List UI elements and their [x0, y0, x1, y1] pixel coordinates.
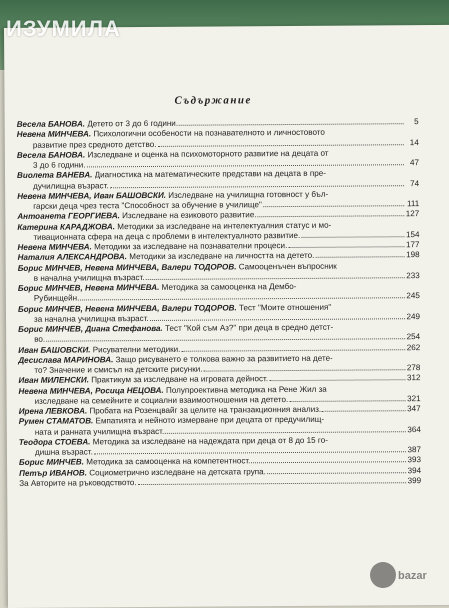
toc-entry	[19, 414, 421, 437]
toc-page-number: 177	[405, 240, 420, 250]
toc-entry	[18, 302, 420, 325]
toc-leader	[315, 250, 404, 258]
toc-title: Изследване на училищна готовност у бъл-	[168, 189, 329, 200]
toc-leader	[269, 373, 405, 381]
toc-title: Практикум за изследване на игровата дейност.	[91, 374, 269, 385]
toc-leader	[263, 199, 404, 207]
toc-page-number: 393	[407, 455, 422, 465]
toc-leader	[150, 312, 405, 321]
toc-leader	[289, 394, 405, 402]
toc-title: Изследване и оценка на психомоторното развитие на децата от	[87, 148, 329, 160]
toc-leader	[165, 425, 406, 434]
toc-title: Самооценъчен въпросник	[238, 261, 337, 271]
toc-author: Иван МИЛЕНСКИ.	[18, 375, 90, 386]
book-page	[4, 25, 449, 608]
toc-title: гарски деца чрез теста "Способност за обучение в училище"	[33, 200, 262, 211]
toc-author: Теодора СТОЕВА.	[18, 437, 91, 447]
toc-title: за начална училищна възраст.	[34, 313, 149, 324]
toc-title: дучилищна възраст.	[33, 180, 109, 191]
toc-leader	[138, 476, 407, 485]
toc-page-number: 249	[406, 311, 421, 321]
toc-author: Наталия АЛЕКСАНДРОВА.	[17, 252, 128, 263]
toc-author: Иван БАШОВСКИ.	[18, 344, 91, 355]
toc-leader	[86, 158, 403, 167]
toc-author: Катерина КАРАДЖОВА.	[17, 221, 116, 232]
toc-page-number: 5	[414, 117, 419, 127]
toc-author: Румен СТАМАТОВ.	[18, 416, 94, 427]
toc-leader	[301, 230, 404, 238]
toc-title: Психологични особености на познавателното и личностовото	[93, 128, 325, 139]
toc-author: Невена МИНЧЕВА.	[17, 242, 92, 252]
toc-title: Тест "Кой съм Аз?" при деца в средно детст-	[165, 322, 334, 333]
toc-title: Рисувателни методики.	[92, 344, 181, 354]
toc-page-number: 47	[409, 158, 419, 168]
toc-author: Борис МИНЧЕВ, Невена МИНЧЕВА, Валери ТОДОРОВ.	[17, 261, 237, 273]
toc-line	[19, 476, 421, 489]
watermark: ИЗУМИЛА	[6, 16, 121, 41]
toc-author: Ирена ЛЕВКОВА.	[18, 406, 88, 416]
toc-leader	[322, 404, 406, 412]
toc-entry	[17, 127, 419, 150]
toc-title: во.	[34, 334, 46, 345]
toc-leader	[204, 363, 406, 371]
toc-author: Борис МИНЧЕВ, Невена МИНЧЕВА.	[17, 282, 160, 293]
toc-author: Антоанета ГЕОРГИЕВА.	[17, 211, 120, 222]
toc-leader	[251, 455, 406, 463]
toc-page-number: 14	[409, 137, 419, 147]
toc-page-number: 262	[406, 342, 421, 352]
toc-entry	[18, 322, 420, 345]
toc-title: Методика за самооценка на Дембо-	[161, 281, 297, 292]
toc-page-number: 245	[406, 291, 420, 301]
toc-title: Методики за изследване на интелектуалния статус и мо-	[117, 220, 332, 231]
toc-author: Борис МИНЧЕВ, Диана Стефанова.	[18, 323, 163, 334]
toc-leader	[46, 332, 405, 342]
toc-page-number: 364	[407, 424, 421, 434]
toc-entry	[17, 189, 419, 212]
toc-page-number: 387	[407, 445, 421, 455]
toc-page-number: 111	[406, 199, 420, 209]
toc-title: Защо рисуването е толкова важно за развитието на дете-	[115, 353, 333, 364]
toc-page-number: 399	[407, 475, 422, 485]
toc-author: Весела БАНОВА.	[16, 119, 86, 129]
toc-page-number: 347	[407, 404, 421, 414]
table-of-contents	[17, 117, 422, 489]
toc-author: Невена МИНЧЕВА, Иван БАШОВСКИ.	[17, 190, 167, 201]
toc-title: изследване на семейните и социални взаимоотношения на детето.	[34, 394, 289, 406]
logo-icon	[370, 562, 396, 588]
toc-title: Методики за изследване на познавателни процеси.	[94, 241, 288, 252]
toc-title: Пробата на Розенцвайг за целите на транзакционния анализ.	[89, 404, 322, 416]
toc-leader	[146, 271, 405, 280]
bazar-logo	[370, 560, 442, 594]
toc-page-number: 154	[405, 229, 420, 239]
toc-leader	[179, 117, 404, 126]
toc-title: тивационната сфера на деца с проблеми в интелектуалното развитие.	[33, 230, 301, 242]
toc-entry	[18, 281, 420, 304]
page-title: Съдържание	[174, 94, 252, 107]
toc-page-number: 394	[407, 465, 422, 475]
toc-title: Детето от 3 до 6 години.	[87, 118, 179, 129]
toc-page-number: 254	[406, 332, 421, 342]
toc-title: Методика за изследване на надеждата при деца от 8 до 15 го-	[92, 435, 328, 447]
toc-author: Десислава МАРИНОВА.	[18, 354, 114, 365]
toc-page-number: 321	[407, 393, 421, 403]
toc-leader	[94, 445, 406, 454]
toc-leader	[157, 138, 403, 147]
toc-title: Диагностика на математическите представи на децата в пре-	[94, 169, 326, 180]
toc-title: ната и ранната училищна възраст.	[34, 426, 165, 437]
toc-title: Изследване на езиковото развитие.	[122, 210, 257, 221]
toc-leader	[288, 240, 404, 248]
toc-page-number: 74	[410, 178, 420, 188]
toc-title: За Авторите на ръководството.	[19, 477, 137, 488]
toc-leader	[258, 209, 405, 217]
toc-title: Социометрично изследване на детската група.	[89, 466, 266, 477]
toc-title: Полупроективна методика на Рене Жил за	[165, 384, 327, 395]
toc-entry	[19, 476, 421, 489]
toc-author: Борис МИНЧЕВ.	[19, 457, 85, 468]
toc-page-number: 233	[406, 270, 420, 280]
toc-page-number: 127	[405, 209, 420, 219]
toc-entry	[17, 148, 419, 171]
toc-entry	[17, 220, 419, 243]
toc-author: Борис МИНЧЕВ, Невена МИНЧЕВА, Валери ТОДОРОВ.	[17, 302, 237, 314]
toc-page-number: 312	[406, 373, 421, 383]
toc-entry	[17, 168, 419, 191]
toc-entry	[19, 384, 421, 407]
toc-entry	[19, 435, 421, 458]
toc-author: Невена МИНЧЕВА, Росица НЕЦОВА.	[18, 385, 164, 396]
toc-title: Методики за изследване на личността на детето.	[129, 251, 315, 262]
toc-title: то? Значение и смисъл на детските рисунки.	[34, 364, 203, 375]
toc-title: дишна възраст.	[34, 447, 93, 457]
toc-title: Тест "Моите отношения"	[238, 302, 332, 312]
toc-page-number: 198	[406, 250, 420, 260]
toc-title: Емпатията и нейното измерване при децата от предучилищ-	[95, 415, 325, 426]
toc-author: Виолета ВАНЕВА.	[16, 170, 93, 181]
toc-title: развитие през средното детство.	[32, 139, 157, 150]
toc-author: Петър ИВАНОВ.	[19, 467, 88, 478]
toc-title: Рубинщейн.	[33, 293, 80, 304]
toc-entry	[18, 353, 420, 376]
toc-leader	[80, 291, 405, 300]
toc-entry	[18, 261, 420, 284]
toc-title: в начална училищна възраст.	[33, 272, 145, 283]
toc-title: 3 до 6 години.	[32, 160, 86, 170]
toc-leader	[110, 179, 404, 188]
toc-author: Невена МИНЧЕВА.	[16, 129, 92, 140]
toc-author: Весела БАНОВА.	[16, 150, 86, 160]
toc-title: Методика за самооценка на компетентност.	[86, 456, 251, 467]
logo-text: bazar	[398, 570, 427, 582]
toc-leader	[181, 343, 405, 352]
toc-page-number: 278	[406, 363, 421, 373]
toc-leader	[267, 466, 406, 474]
